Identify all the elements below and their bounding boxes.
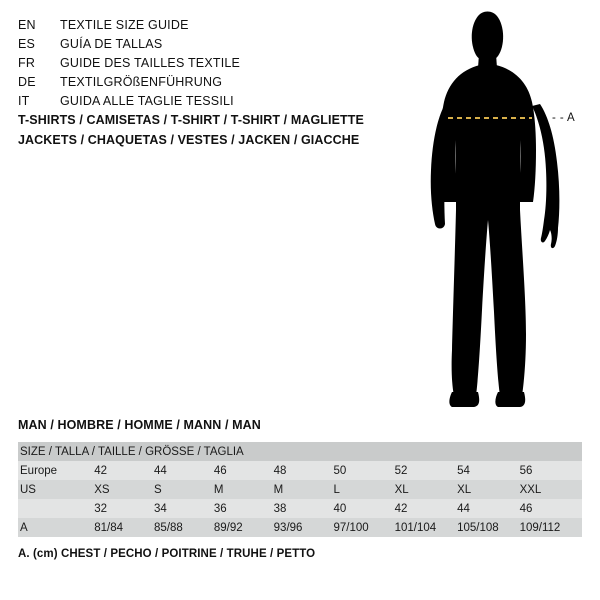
table-header-label: SIZE / TALLA / TAILLE / GRÖSSE / TAGLIA — [20, 445, 244, 458]
table-row — [18, 499, 582, 518]
row-label: A — [20, 521, 28, 534]
language-text: GUIDE DES TAILLES TEXTILE — [60, 56, 241, 70]
language-text: GUIDA ALLE TAGLIE TESSILI — [60, 94, 234, 108]
table-row — [18, 461, 582, 480]
cell-value: 48 — [273, 464, 287, 477]
footnote: A. (cm) CHEST / PECHO / POITRINE / TRUHE / PETTO — [18, 548, 316, 560]
cell-value: 85/88 — [154, 521, 183, 534]
language-text: TEXTILE SIZE GUIDE — [60, 18, 189, 32]
language-code: EN — [18, 18, 36, 32]
cell-value: 46 — [519, 502, 533, 515]
cell-value: 42 — [94, 464, 108, 477]
row-label: US — [20, 483, 36, 496]
cell-value: S — [154, 483, 162, 496]
language-row — [18, 73, 378, 92]
cell-value: 89/92 — [213, 521, 243, 534]
cell-value: 97/100 — [333, 521, 369, 534]
language-row — [18, 35, 378, 54]
language-code: IT — [18, 94, 30, 108]
cell-value: XL — [457, 483, 472, 496]
cell-value: 40 — [333, 502, 347, 515]
cell-value: 101/104 — [394, 521, 437, 534]
category-tshirts: T-SHIRTS / CAMISETAS / T-SHIRT / T-SHIRT / MAGLIETTE — [18, 113, 364, 127]
cell-value: 44 — [457, 502, 470, 515]
cell-value: 36 — [213, 502, 227, 515]
cell-value: M — [213, 483, 224, 496]
figure-silhouette-icon — [400, 10, 600, 410]
cell-value: 109/112 — [519, 521, 561, 534]
cell-value: 42 — [394, 502, 408, 515]
cell-value: 54 — [457, 464, 470, 477]
language-row — [18, 16, 378, 35]
category-jackets: JACKETS / CHAQUETAS / VESTES / JACKEN / GIACCHE — [18, 133, 360, 147]
language-code: ES — [18, 37, 36, 51]
size-table — [18, 442, 582, 537]
language-code: FR — [18, 56, 36, 70]
cell-value: 38 — [273, 502, 287, 515]
language-row — [18, 54, 378, 73]
cell-value: XL — [394, 483, 409, 496]
cell-value: 46 — [213, 464, 227, 477]
cell-value: 93/96 — [273, 521, 303, 534]
table-header-row — [18, 442, 582, 461]
cell-value: XS — [94, 483, 110, 496]
language-text: TEXTILGRÖßENFÜHRUNG — [60, 75, 223, 89]
cell-value: 34 — [154, 502, 167, 515]
cell-value: 52 — [394, 464, 408, 477]
category-list — [18, 110, 418, 150]
cell-value: 44 — [154, 464, 167, 477]
table-row — [18, 480, 582, 499]
measure-marker-dash: - - — [552, 112, 565, 124]
language-code: DE — [18, 75, 36, 89]
cell-value: XXL — [519, 483, 542, 496]
cell-value: 32 — [94, 502, 108, 515]
language-text: GUÍA DE TALLAS — [60, 37, 163, 51]
cell-value: 50 — [333, 464, 347, 477]
row-label — [18, 499, 94, 518]
cell-value: M — [273, 483, 284, 496]
language-row — [18, 92, 378, 111]
cell-value: 105/108 — [457, 521, 499, 534]
table-title: MAN / HOMBRE / HOMME / MANN / MAN — [18, 418, 261, 432]
table-row — [18, 518, 582, 537]
cell-value: L — [333, 483, 340, 496]
cell-value: 81/84 — [94, 521, 123, 534]
cell-value: 56 — [519, 464, 533, 477]
row-label: Europe — [20, 464, 58, 477]
male-figure-illustration — [400, 10, 600, 410]
language-list — [18, 16, 378, 111]
measure-marker-a — [552, 112, 575, 124]
measure-marker-label: A — [567, 112, 576, 124]
